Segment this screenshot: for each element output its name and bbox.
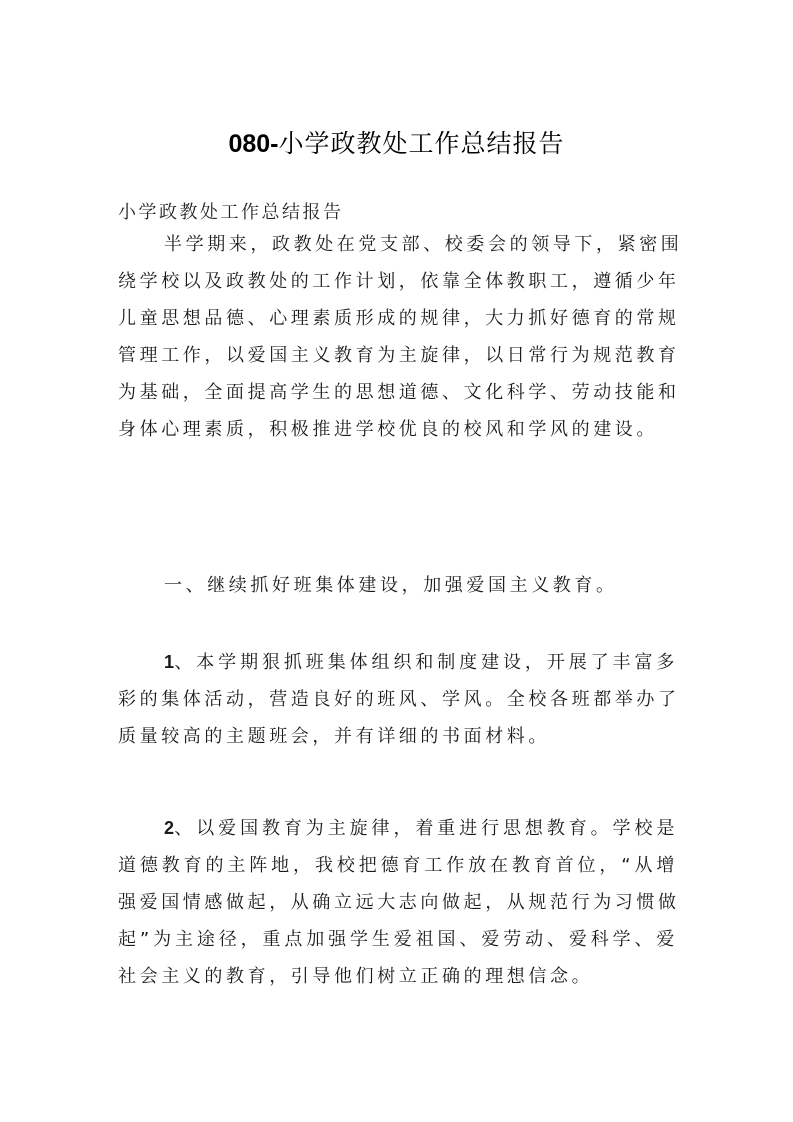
paragraph-line: 强爱国情感做起，从确立远大志向做起，从规范行为习惯做 (118, 892, 680, 913)
intro-paragraph (118, 226, 683, 448)
paragraph-line: 身体心理素质，积极推进学校优良的校风和学风的建设。 (118, 419, 658, 440)
paragraph-line: 1、本学期狠抓班集体组织和制度建设，开展了丰富多 (164, 652, 678, 673)
section-heading (118, 567, 678, 604)
item-number: 2 (164, 818, 175, 838)
paragraph-line: 道德教育的主阵地，我校把德育工作放在教育首位，“从增 (118, 855, 678, 876)
document-subtitle: 小学政教处工作总结报告 (118, 202, 344, 223)
paragraph-line: 绕学校以及政教处的工作计划，依靠全体教职工，遵循少年 (118, 271, 680, 292)
paragraph-line: 为基础，全面提高学生的思想道德、文化科学、劳动技能和 (118, 382, 680, 403)
paragraph-line: 儿童思想品德、心理素质形成的规律，大力抓好德育的常规 (118, 308, 680, 329)
paragraph-line: 社会主义的教育，引导他们树立正确的理想信念。 (118, 966, 594, 987)
paragraph-line: 质量较高的主题班会，并有详细的书面材料。 (118, 726, 550, 747)
section-heading-text: 一、继续抓好班集体建设，加强爱国主义教育。 (164, 575, 618, 596)
document-title (0, 126, 793, 162)
title-text: 小学政教处工作总结报告 (278, 129, 565, 158)
paragraph-line: 管理工作，以爱国主义教育为主旋律，以日常行为规范教育 (118, 345, 680, 366)
item-number: 1 (164, 652, 175, 672)
item-2-paragraph (118, 810, 678, 995)
paragraph-line: 2、以爱国教育为主旋律，着重进行思想教育。学校是 (164, 818, 678, 839)
paragraph-line: 彩的集体活动，营造良好的班风、学风。全校各班都举办了 (118, 689, 680, 710)
item-1-paragraph (118, 644, 678, 755)
title-number: 080- (228, 130, 279, 158)
paragraph-line: 起”为主途径，重点加强学生爱祖国、爱劳动、爱科学、爱 (118, 929, 678, 950)
paragraph-line: 半学期来，政教处在党支部、校委会的领导下，紧密围 (164, 234, 683, 255)
